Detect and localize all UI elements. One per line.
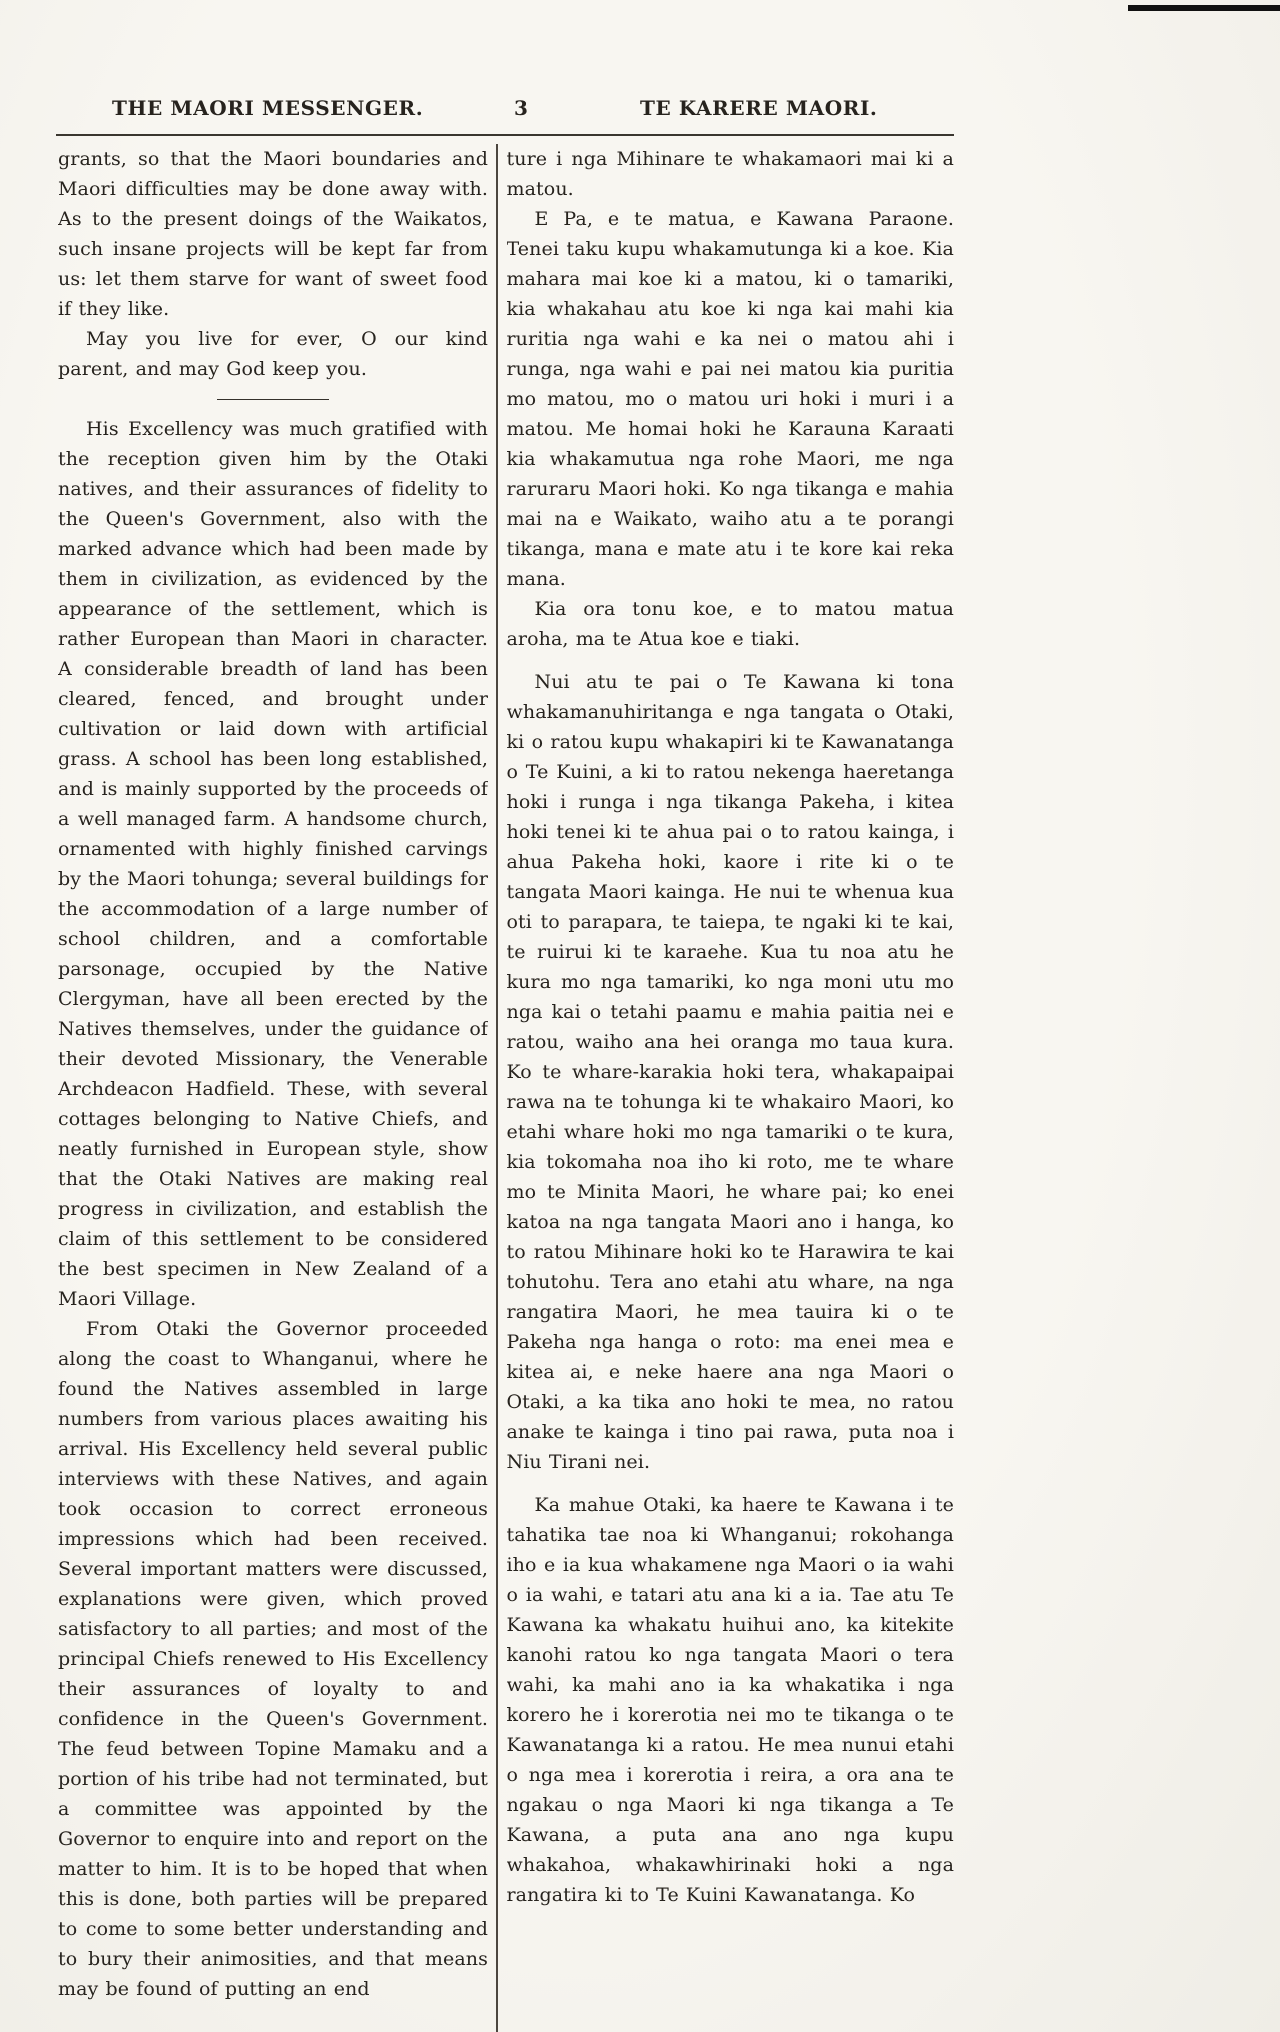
two-column-body	[58, 144, 954, 2032]
paragraph: From Otaki the Governor proceeded along the coast to Whanganui, where he found the Natives assembled in large numbers from various places awaiting his arrival. His Excellency held several public interviews with these Natives, and again took occasion to correct erroneous impressions which had been received. Several important matters were discussed, explanations were given, which proved satisfactory to all parties; and most of the principal Chiefs renewed to His Excellency their assurances of loyalty to and confidence in the Queen's Government. The feud between Topine Mamaku and a portion of his tribe had not terminated, but a committee was appointed by the Governor to enquire into and report on the matter to him. It is to be hoped that when this is done, both parties will be prepared to come to some better understanding and to bury their animosities, and that means may be found of putting an end	[58, 1318, 488, 2000]
page-header	[0, 96, 1280, 128]
section-divider-rule	[217, 399, 329, 400]
paragraph: ture i nga Mihinare te whakamaori mai ki a matou.	[506, 148, 954, 200]
page-number: 3	[514, 96, 529, 120]
paragraph: His Excellency was much gratified with the reception given him by the Otaki natives, and their assurances of fidelity to the Queen's Government, also with the marked advance which had been made by them in civilization, as evidenced by the appearance of the settlement, which is rather European than Maori in character. A considerable breadth of land has been cleared, fenced, and brought under cultivation or laid down with artificial grass. A school has been long established, and is mainly supported by the proceeds of a well managed farm. A handsome church, ornamented with highly finished carvings by the Maori tohunga; several buildings for the accommodation of a large number of school children, and a comfortable parsonage, occupied by the Native Clergyman, have all been erected by the Natives themselves, under the guidance of their devoted Missionary, the Venerable Archdeacon Hadfield. These, with several cottages belonging to Native Chiefs, and neatly furnished in European style, show that the Otaki Natives are making real progress in civilization, and establish the claim of this settlement to be considered the best specimen in New Zealand of a Maori Village.	[58, 418, 488, 1310]
paragraph: Kia ora tonu koe, e to matou matua aroha, ma te Atua koe e tiaki.	[506, 598, 954, 650]
paragraph: grants, so that the Maori boundaries and Maori difficulties may be done away with. As to the present doings of the Waikatos, such insane projects will be kept far from us: let them starve for want of sweet food if they like.	[58, 148, 488, 320]
left-column-english-text	[58, 144, 488, 2032]
column-divider-rule	[496, 144, 498, 2032]
scan-artifact-mark	[1128, 5, 1280, 11]
paragraph: Nui atu te pai o Te Kawana ki tona whakamanuhiritanga e nga tangata o Otaki, ki o ratou kupu whakapiri ki te Kawanatanga o Te Kuini, a ki to ratou nekenga haeretanga hoki i runga i nga tikanga Pakeha, i kitea hoki tenei ki te ahua pai o to ratou kainga, i ahua Pakeha hoki, kaore i rite ki o te tangata Maori kainga. He nui te whenua kua oti to parapara, te taiepa, te ngaki ki te kai, te ruirui ki te karaehe. Kua tu noa atu he kura mo nga tamariki, ko nga moni utu mo nga kai o tetahi paamu e mahia paitia nei e ratou, waiho ana hei oranga mo taua kura. Ko te whare-karakia hoki tera, whakapaipai rawa na te tohunga ki te whakairo Maori, ko etahi whare hoki mo nga tamariki o te kura, kia tokomaha noa iho ki roto, me te whare mo te Minita Maori, he whare pai; ko enei katoa na nga tangata Maori ano i hanga, ko to ratou Mihinare hoki ko te Harawira te kai tohutohu. Tera ano etahi atu whare, na nga rangatira Maori, he mea tauira ki o te Pakeha nga hanga o roto: ma enei mea e kitea ai, e neke haere ana nga Maori o Otaki, a ka tika ano hoki te mea, no ratou anake te kainga i tino pai rawa, puta noa i Niu Tirani nei.	[506, 671, 954, 1473]
paragraph: E Pa, e te matua, e Kawana Paraone. Tenei taku kupu whakamutunga ki a koe. Kia mahara mai koe ki a matou, ki o tamariki, kia whakahau atu koe ki nga kai mahi kia ruritia nga wahi e ka nei o matou ahi i runga, nga wahi e pai nei matou kia puritia mo matou, mo o matou uri hoki i muri i a matou. Me homai hoki he Karauna Karaati kia whakamutua nga rohe Maori, me nga raruraru Maori hoki. Ko nga tikanga e mahia mai na e Waikato, waiho atu a te porangi tikanga, mana e mate atu i te kore kai reka mana.	[506, 208, 954, 590]
header-right-title: TE KARERE MAORI.	[640, 96, 878, 120]
header-rule	[56, 134, 954, 136]
right-column-maori-text	[507, 144, 955, 2032]
header-left-title: THE MAORI MESSENGER.	[112, 96, 424, 120]
paragraph: Ka mahue Otaki, ka haere te Kawana i te tahatika tae noa ki Whanganui; rokohanga iho e ia kua whakamene nga Maori o ia wahi o ia wahi, e tatari atu ana ki a ia. Tae atu Te Kawana ka whakatu huihui ano, ka kitekite kanohi ratou ko nga tangata Maori o tera wahi, ka mahi ano ia ka whakatika i nga korero he i korerotia nei mo te tikanga o te Kawanatanga ki a ratou. He mea nunui etahi o nga mea i korerotia i reira, a ora ana te ngakau o nga Maori ki nga tikanga a Te Kawana, a puta ana ano nga kupu whakahoa, whakawhirinaki hoki a nga rangatira ki to Te Kuini Kawanatanga. Ko	[506, 1494, 954, 1906]
paragraph: May you live for ever, O our kind parent, and may God keep you.	[58, 328, 488, 380]
